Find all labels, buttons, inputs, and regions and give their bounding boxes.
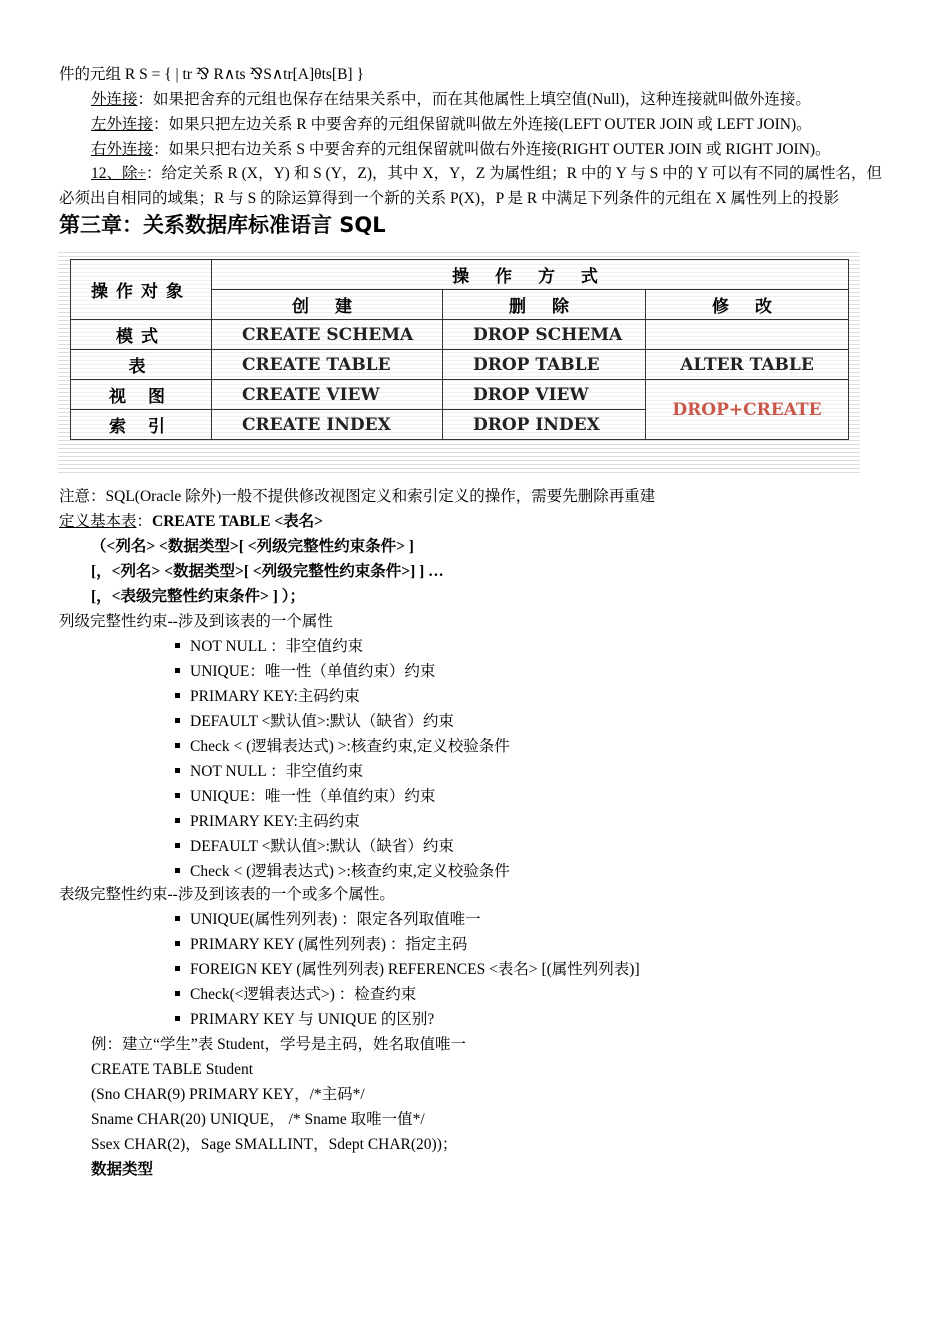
sql-operations-figure xyxy=(58,249,860,473)
example-line: 例：建立“学生”表 Student，学号是主码，姓名取值唯一 xyxy=(91,1036,466,1053)
division-text-continued: 必须出自相同的域集；R 与 S 的除运算得到一个新的关系 P(X)，P 是 R 中满足下列条件的元组在 X 属性列上的投影 xyxy=(59,190,840,207)
define-table-line: 定义基本表：CREATE TABLE <表名> xyxy=(59,513,324,530)
syntax-line: [，<表级完整性约束条件> ] ）； xyxy=(91,588,305,605)
list-item: PRIMARY KEY:主码约束 xyxy=(175,812,360,832)
outer-join-text: ：如果把舍弃的元组也保存在结果关系中，而在其他属性上填空值(Null)，这种连接就叫做外连接。 xyxy=(137,91,811,108)
header-method: 操 作 方 式 xyxy=(212,260,849,290)
column-constraint-title: 列级完整性约束--涉及到该表的一个属性 xyxy=(59,613,333,630)
division-term: 12、除÷ xyxy=(91,165,147,182)
row-alter-drop-create: DROP+CREATE xyxy=(646,380,849,440)
left-join-paragraph xyxy=(91,115,812,135)
list-item: Check < (逻辑表达式) >:核查约束,定义校验条件 xyxy=(175,862,510,882)
row-object: 模式 xyxy=(71,320,212,350)
row-create: CREATE INDEX xyxy=(212,410,443,440)
list-item: UNIQUE(属性列列表) ：限定各列取值唯一 xyxy=(175,910,481,930)
bullet-icon xyxy=(175,693,180,698)
table-row xyxy=(71,380,849,410)
list-item: PRIMARY KEY 与 UNIQUE 的区别? xyxy=(175,1010,434,1030)
chapter-title: 第三章：关系数据库标准语言 SQL xyxy=(59,213,386,237)
row-create: CREATE SCHEMA xyxy=(212,320,443,350)
row-drop: DROP SCHEMA xyxy=(443,320,646,350)
outer-join-paragraph xyxy=(91,90,811,110)
division-text: ：给定关系 R (X，Y) 和 S (Y，Z)，其中 X，Y，Z 为属性组；R 中的 Y 与 S 中的 Y 可以有不同的属性名，但 xyxy=(146,165,882,182)
bullet-icon xyxy=(175,793,180,798)
list-item: UNIQUE：唯一性（单值约束）约束 xyxy=(175,662,435,682)
bullet-icon xyxy=(175,668,180,673)
list-item: NOT NULL ：非空值约束 xyxy=(175,637,363,657)
left-join-text: ：如果只把左边关系 R 中要舍弃的元组保留就叫做左外连接(LEFT OUTER JOIN 或 LEFT JOIN)。 xyxy=(153,116,812,133)
header-create: 创 建 xyxy=(212,290,443,320)
table-constraint-title: 表级完整性约束--涉及到该表的一个或多个属性。 xyxy=(59,886,395,903)
example-line: (Sno CHAR(9) PRIMARY KEY，/*主码*/ xyxy=(91,1086,365,1103)
header-object: 操作对象 xyxy=(71,260,212,320)
define-table-syntax: CREATE TABLE <表名> xyxy=(152,513,324,530)
list-item: DEFAULT <默认值>:默认（缺省）约束 xyxy=(175,837,454,857)
list-item: DEFAULT <默认值>:默认（缺省）约束 xyxy=(175,712,454,732)
bullet-icon xyxy=(175,768,180,773)
example-line: CREATE TABLE Student xyxy=(91,1061,254,1078)
bullet-icon xyxy=(175,868,180,873)
list-item: UNIQUE：唯一性（单值约束）约束 xyxy=(175,787,435,807)
row-drop: DROP INDEX xyxy=(443,410,646,440)
list-item: PRIMARY KEY:主码约束 xyxy=(175,687,360,707)
list-item: Check(<逻辑表达式>) ：检查约束 xyxy=(175,985,416,1005)
header-modify: 修 改 xyxy=(646,290,849,320)
division-paragraph xyxy=(91,164,882,184)
row-create: CREATE TABLE xyxy=(212,350,443,380)
list-item: Check < (逻辑表达式) >:核查约束,定义校验条件 xyxy=(175,737,510,757)
bullet-icon xyxy=(175,1016,180,1021)
list-item: NOT NULL ：非空值约束 xyxy=(175,762,363,782)
right-join-term: 右外连接 xyxy=(91,141,154,158)
right-join-paragraph xyxy=(91,140,831,160)
row-drop: DROP TABLE xyxy=(443,350,646,380)
right-join-text: ：如果只把右边关系 S 中要舍弃的元组保留就叫做右外连接(RIGHT OUTER JOIN 或 RIGHT JOIN)。 xyxy=(153,141,831,158)
note-line: 注意：SQL(Oracle 除外)一般不提供修改视图定义和索引定义的操作，需要先删除再重建 xyxy=(59,488,656,505)
row-object: 表 xyxy=(71,350,212,380)
row-create: CREATE VIEW xyxy=(212,380,443,410)
bullet-icon xyxy=(175,916,180,921)
row-alter xyxy=(646,320,849,350)
row-drop: DROP VIEW xyxy=(443,380,646,410)
list-item: PRIMARY KEY (属性列列表) ：指定主码 xyxy=(175,935,467,955)
row-alter: ALTER TABLE xyxy=(646,350,849,380)
row-object: 视 图 xyxy=(71,380,212,410)
bullet-icon xyxy=(175,818,180,823)
header-delete: 删 除 xyxy=(443,290,646,320)
syntax-line: [，<列名> <数据类型>[ <列级完整性约束条件>] ] … xyxy=(91,563,444,580)
row-object: 索 引 xyxy=(71,410,212,440)
table-row xyxy=(71,350,849,380)
left-join-term: 左外连接 xyxy=(91,116,154,133)
bullet-icon xyxy=(175,643,180,648)
outer-join-term: 外连接 xyxy=(91,91,138,108)
bullet-icon xyxy=(175,743,180,748)
bullet-icon xyxy=(175,991,180,996)
bullet-icon xyxy=(175,843,180,848)
bullet-icon xyxy=(175,941,180,946)
syntax-line: （<列名> <数据类型>[ <列级完整性约束条件> ] xyxy=(91,538,414,555)
define-table-term: 定义基本表 xyxy=(59,513,137,530)
example-line: Ssex CHAR(2)，Sage SMALLINT，Sdept CHAR(20))； xyxy=(91,1136,458,1153)
example-line: Sname CHAR(20) UNIQUE， /* Sname 取唯一值*/ xyxy=(91,1111,425,1128)
sql-operations-table xyxy=(70,259,849,440)
bullet-icon xyxy=(175,966,180,971)
list-item: FOREIGN KEY (属性列列表) REFERENCES <表名> [(属性列列表)] xyxy=(175,960,640,980)
bullet-icon xyxy=(175,718,180,723)
tuple-set-line: 件的元组 R S = { | tr ⅋ R∧ts ⅋S∧tr[A]θts[B] } xyxy=(59,66,364,83)
data-types-heading: 数据类型 xyxy=(91,1161,154,1178)
table-row xyxy=(71,320,849,350)
